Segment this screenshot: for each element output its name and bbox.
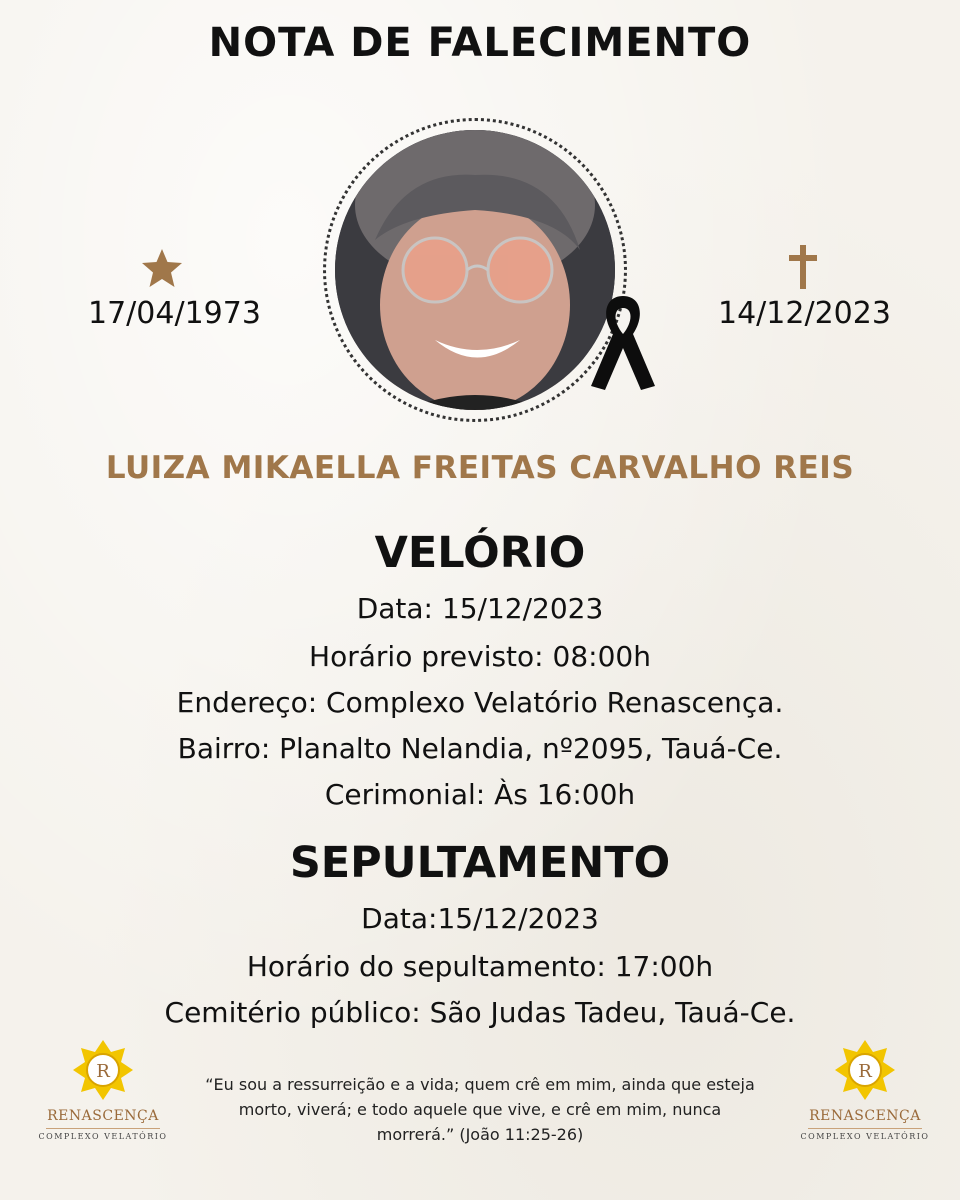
- quote-line: morrerá.” (João 11:25-26): [376, 1125, 584, 1144]
- logo-letter: R: [96, 1061, 110, 1082]
- birth-date: 17/04/1973: [88, 296, 261, 331]
- logo-subtitle: COMPLEXO VELATÓRIO: [800, 1132, 930, 1141]
- velorio-date: Data: 15/12/2023: [356, 592, 604, 625]
- sepultamento-date: Data:15/12/2023: [361, 902, 599, 935]
- bible-quote: [205, 1072, 755, 1147]
- logo-divider: [808, 1128, 922, 1129]
- logo-emblem-icon: [835, 1040, 895, 1100]
- velorio-ceremony: Cerimonial: Às 16:00h: [324, 778, 636, 811]
- deceased-name: LUIZA MIKAELLA FREITAS CARVALHO REIS: [105, 450, 855, 486]
- velorio-district: Bairro: Planalto Nelandia, nº2095, Tauá-Ce.: [177, 732, 783, 765]
- logo-divider: [46, 1128, 160, 1129]
- logo-letter: R: [858, 1061, 872, 1082]
- deceased-photo: [335, 130, 615, 410]
- star-icon: [140, 248, 184, 288]
- mourning-ribbon-icon: [583, 290, 663, 394]
- death-date: 14/12/2023: [718, 296, 891, 331]
- logo-subtitle: COMPLEXO VELATÓRIO: [38, 1132, 168, 1141]
- logo-name: RENASCENÇA: [47, 1108, 159, 1124]
- sepultamento-cemetery: Cemitério público: São Judas Tadeu, Tauá-Ce.: [164, 996, 796, 1029]
- renascenca-logo: [38, 1040, 168, 1150]
- cross-icon: [786, 244, 820, 290]
- renascenca-logo: [800, 1040, 930, 1150]
- velorio-address: Endereço: Complexo Velatório Renascença.: [176, 686, 784, 719]
- quote-line: morto, viverá; e todo aquele que vive, e crê em mim, nunca: [238, 1100, 722, 1119]
- velorio-title: VELÓRIO: [374, 528, 586, 578]
- logo-emblem-icon: [73, 1040, 133, 1100]
- sepultamento-time: Horário do sepultamento: 17:00h: [246, 950, 714, 983]
- sepultamento-title: SEPULTAMENTO: [289, 838, 671, 888]
- quote-line: “Eu sou a ressurreição e a vida; quem crê em mim, ainda que esteja: [205, 1075, 755, 1094]
- logo-name: RENASCENÇA: [809, 1108, 921, 1124]
- velorio-time: Horário previsto: 08:00h: [309, 640, 651, 673]
- page-title: NOTA DE FALECIMENTO: [208, 20, 752, 66]
